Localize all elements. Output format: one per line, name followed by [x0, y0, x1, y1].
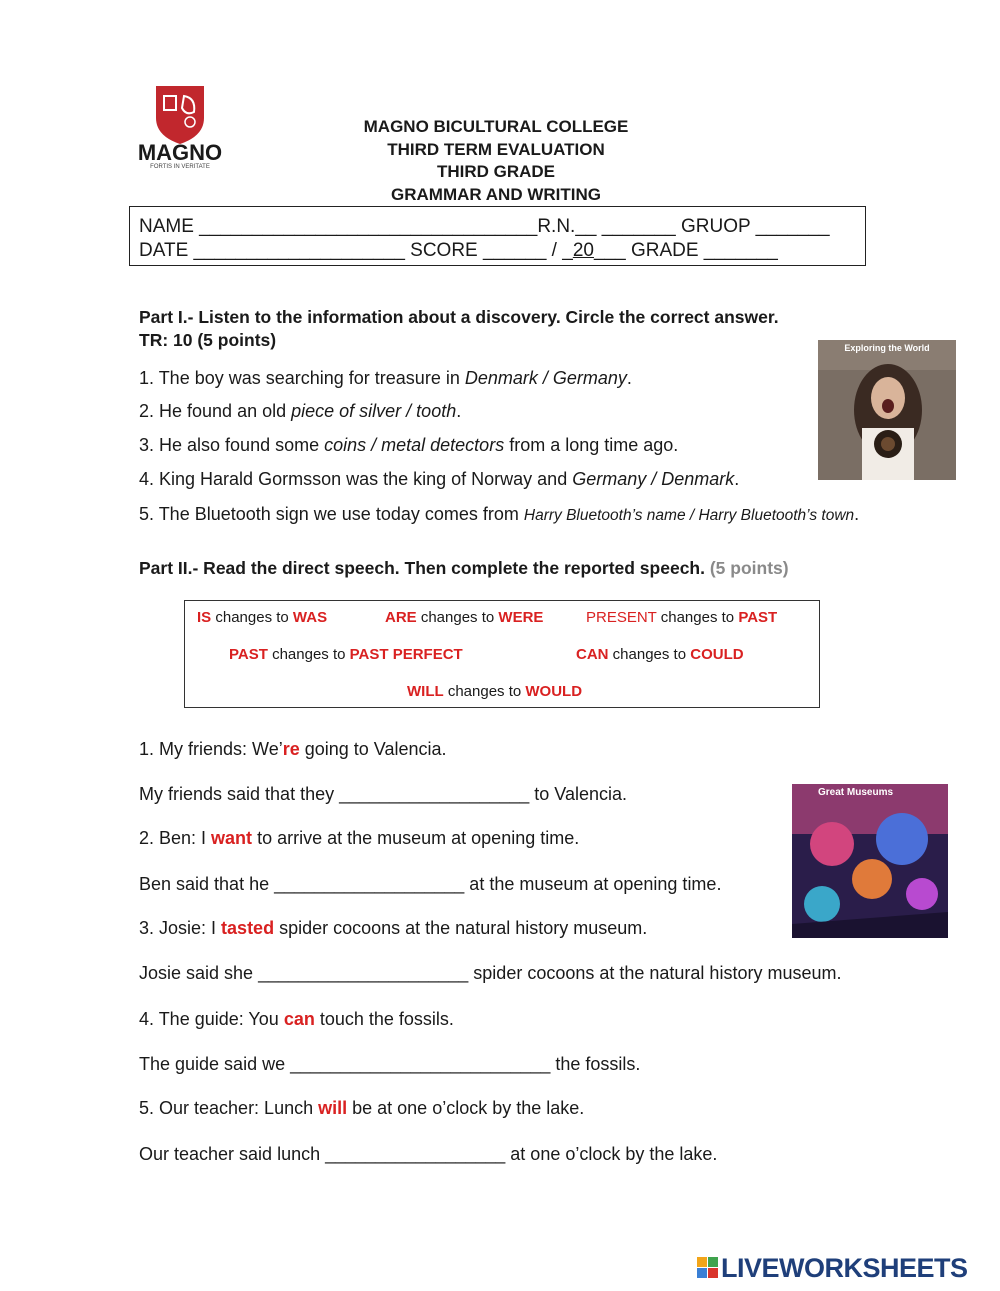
direct-text: 5. Our teacher: Lunch — [139, 1098, 319, 1118]
evaluation-title: THIRD TERM EVALUATION — [387, 139, 605, 159]
direct-speech-5 — [139, 1097, 584, 1119]
great-museums-image — [792, 784, 948, 938]
part1-title — [139, 306, 779, 352]
legend-from: PRESENT — [586, 609, 657, 626]
direct-speech-4 — [139, 1008, 454, 1030]
reported-speech-3[interactable]: Josie said she _____________________ spider cocoons at the natural history museum. — [139, 963, 842, 983]
key-verb: will — [318, 1098, 348, 1118]
legend-from: IS — [197, 609, 212, 626]
part1-item-2 — [139, 400, 461, 422]
part1-item-4 — [139, 468, 739, 490]
answer-options[interactable]: coins / metal detectors — [324, 435, 505, 455]
document-header — [0, 116, 1000, 206]
direct-text: 4. The guide: You — [139, 1009, 284, 1029]
answer-options[interactable]: Harry Bluetooth’s name / Harry Bluetooth’s town — [523, 507, 855, 524]
logo-brand: MAGNO — [137, 140, 223, 165]
date-score-label: DATE ____________________ SCORE ______ / — [139, 240, 557, 261]
grade-title: THIRD GRADE — [436, 162, 556, 181]
legend-from: WILL — [407, 683, 444, 700]
legend-changes-to: changes to — [612, 646, 687, 663]
legend-is-was — [197, 609, 327, 626]
key-verb: want — [211, 828, 253, 848]
item-text: 4. King Harald Gormsson was the king of Norway and — [139, 469, 573, 489]
exploring-world-caption: Exploring the World — [844, 343, 930, 353]
reported-speech-1[interactable]: My friends said that they ___________________ to Valencia. — [139, 784, 628, 804]
legend-changes-to: changes to — [420, 609, 495, 626]
student-info-box — [129, 206, 866, 266]
answer-options[interactable]: Germany / Denmark — [572, 469, 735, 489]
legend-changes-to: changes to — [447, 683, 522, 700]
item-text: 2. He found an old — [139, 401, 292, 421]
legend-changes-to: changes to — [215, 609, 289, 626]
direct-text-end: to arrive at the museum at opening time. — [252, 828, 580, 848]
liveworksheets-blocks-icon — [697, 1257, 719, 1281]
legend-from: CAN — [576, 646, 609, 663]
part2-points: (5 points) — [709, 558, 789, 578]
legend-changes-to: changes to — [272, 646, 346, 663]
great-museums-caption: Great Museums — [818, 787, 894, 798]
item-text: 5. The Bluetooth sign we use today comes from — [139, 504, 524, 524]
item-text: 3. He also found some — [139, 435, 325, 455]
legend-to: PAST PERFECT — [349, 646, 463, 663]
answer-options[interactable]: piece of silver / tooth — [291, 401, 457, 421]
legend-from: ARE — [385, 609, 417, 626]
part1-item-1 — [139, 367, 632, 389]
direct-text: 3. Josie: I — [139, 918, 222, 938]
item-text-end: . — [734, 469, 740, 489]
name-row[interactable]: NAME ________________________________R.N.__ _______ GRUOP _______ — [139, 216, 830, 237]
direct-text: 1. My friends: We’ — [139, 739, 283, 759]
legend-to: COULD — [690, 646, 744, 663]
answer-options[interactable]: Denmark / Germany — [464, 368, 627, 388]
direct-text-end: be at one o’clock by the lake. — [347, 1098, 585, 1118]
grade-label: GRADE _______ — [630, 240, 778, 261]
legend-changes-to: changes to — [660, 609, 735, 626]
part2-title — [139, 558, 789, 579]
legend-past-pastperfect — [229, 646, 463, 663]
reported-speech-2[interactable]: Ben said that he ___________________ at the museum at opening time. — [139, 874, 722, 894]
key-verb: re — [282, 739, 300, 759]
changes-legend-box — [184, 600, 820, 708]
item-text-end: . — [456, 401, 462, 421]
legend-are-were — [385, 609, 543, 626]
college-name: MAGNO BICULTURAL COLLEGE — [363, 117, 629, 136]
legend-to: WAS — [292, 609, 328, 626]
direct-text-end: spider cocoons at the natural history museum. — [274, 918, 648, 938]
reported-speech-4[interactable]: The guide said we __________________________ the fossils. — [139, 1054, 641, 1074]
item-text-end: . — [626, 368, 632, 388]
date-row[interactable]: DATE ____________________ SCORE ______ / _20___ GRADE _______ — [139, 240, 778, 261]
reported-speech-5[interactable]: Our teacher said lunch __________________ at one o’clock by the lake. — [139, 1144, 718, 1164]
legend-present-past — [586, 609, 777, 626]
key-verb: can — [283, 1009, 315, 1029]
direct-speech-3 — [139, 917, 647, 939]
part1-title-line1: Part I.- Listen to the information about a discovery. Circle the correct answer. — [139, 307, 779, 327]
subject-title: GRAMMAR AND WRITING — [391, 184, 601, 204]
direct-text-end: going to Valencia. — [299, 739, 447, 759]
liveworksheets-text: LIVEWORKSHEETS — [721, 1253, 968, 1283]
part2-title-text: Part II.- Read the direct speech. Then complete the reported speech. — [139, 558, 705, 578]
direct-speech-2 — [139, 827, 579, 849]
max-score: 20 — [572, 240, 594, 261]
key-verb: tasted — [221, 918, 275, 938]
legend-to: PAST — [738, 609, 778, 626]
part1-item-3 — [139, 434, 678, 456]
legend-can-could — [576, 646, 744, 663]
item-text: 1. The boy was searching for treasure in — [139, 368, 465, 388]
exploring-world-image — [818, 340, 956, 480]
legend-will-would — [407, 683, 582, 700]
part1-title-line2: TR: 10 (5 points) — [139, 330, 277, 350]
logo-motto: FORTIS IN VERITATE — [150, 164, 210, 170]
direct-text-end: touch the fossils. — [314, 1009, 454, 1029]
item-text-end: from a long time ago. — [504, 435, 679, 455]
legend-from: PAST — [229, 646, 268, 663]
legend-to: WOULD — [525, 683, 583, 700]
part1-item-5 — [139, 503, 859, 527]
item-text-end: . — [854, 504, 860, 524]
direct-speech-1 — [139, 738, 447, 760]
direct-text: 2. Ben: I — [139, 828, 212, 848]
legend-to: WERE — [498, 609, 544, 626]
